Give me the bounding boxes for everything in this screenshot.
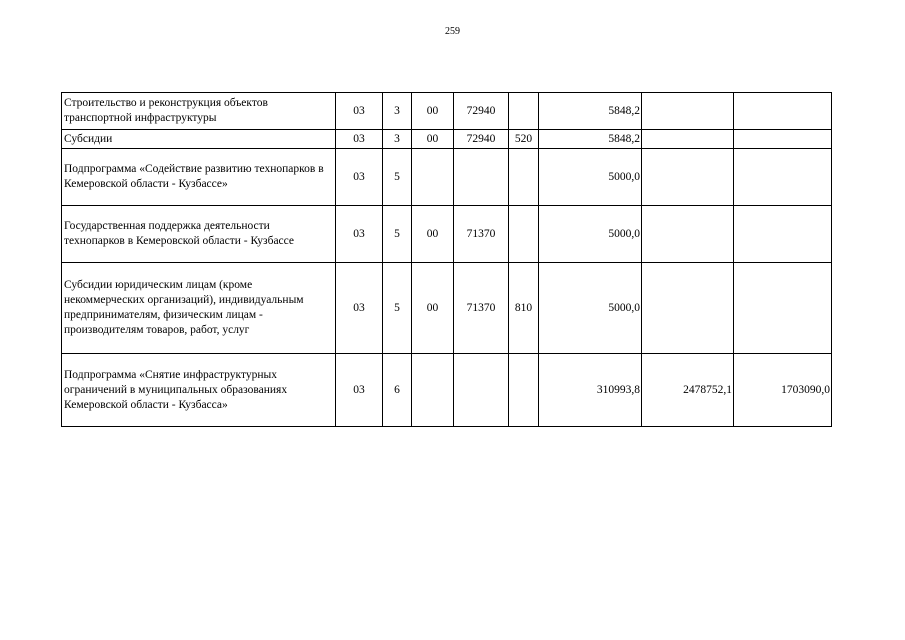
row-name: Подпрограмма «Снятие инфраструктурных ограничений в муниципальных образованиях Кемеровской области - Кузбасса» (62, 354, 336, 427)
target-article-code (454, 149, 509, 206)
amount-year-2 (642, 130, 734, 149)
amount-year-3 (734, 149, 832, 206)
budget-table (61, 92, 832, 427)
expense-type-code: 520 (509, 130, 539, 149)
subsection-code: 5 (383, 263, 412, 354)
subsection-code: 3 (383, 130, 412, 149)
section-code: 03 (336, 93, 383, 130)
target-article-prefix: 00 (412, 93, 454, 130)
amount-year-2 (642, 149, 734, 206)
amount-year-2 (642, 93, 734, 130)
row-name: Строительство и реконструкция объектов транспортной инфраструктуры (62, 93, 336, 130)
row-name: Государственная поддержка деятельности технопарков в Кемеровской области - Кузбассе (62, 206, 336, 263)
table-row (62, 263, 832, 354)
expense-type-code (509, 149, 539, 206)
amount-year-3 (734, 130, 832, 149)
expense-type-code (509, 354, 539, 427)
subsection-code: 6 (383, 354, 412, 427)
section-code: 03 (336, 149, 383, 206)
expense-type-code (509, 93, 539, 130)
table-row (62, 149, 832, 206)
table-row (62, 206, 832, 263)
table-row (62, 354, 832, 427)
amount-year-1: 5000,0 (539, 149, 642, 206)
section-code: 03 (336, 354, 383, 427)
amount-year-3: 1703090,0 (734, 354, 832, 427)
subsection-code: 5 (383, 206, 412, 263)
amount-year-3 (734, 206, 832, 263)
row-name: Подпрограмма «Содействие развитию технопарков в Кемеровской области - Кузбассе» (62, 149, 336, 206)
table-row (62, 93, 832, 130)
amount-year-1: 310993,8 (539, 354, 642, 427)
subsection-code: 5 (383, 149, 412, 206)
amount-year-1: 5848,2 (539, 93, 642, 130)
page-number: 259 (445, 26, 460, 37)
target-article-code (454, 354, 509, 427)
table-row (62, 130, 832, 149)
target-article-code: 71370 (454, 263, 509, 354)
amount-year-3 (734, 93, 832, 130)
amount-year-2 (642, 263, 734, 354)
target-article-prefix (412, 149, 454, 206)
row-name: Субсидии (62, 130, 336, 149)
amount-year-1: 5848,2 (539, 130, 642, 149)
amount-year-1: 5000,0 (539, 206, 642, 263)
amount-year-2: 2478752,1 (642, 354, 734, 427)
expense-type-code (509, 206, 539, 263)
expense-type-code: 810 (509, 263, 539, 354)
amount-year-3 (734, 263, 832, 354)
subsection-code: 3 (383, 93, 412, 130)
target-article-prefix (412, 354, 454, 427)
section-code: 03 (336, 206, 383, 263)
target-article-prefix: 00 (412, 206, 454, 263)
target-article-prefix: 00 (412, 130, 454, 149)
target-article-code: 72940 (454, 93, 509, 130)
amount-year-2 (642, 206, 734, 263)
section-code: 03 (336, 130, 383, 149)
target-article-code: 71370 (454, 206, 509, 263)
section-code: 03 (336, 263, 383, 354)
row-name: Субсидии юридическим лицам (кроме некоммерческих организаций), индивидуальным предпринимателям, физическим лицам - производителям товаров, работ, услуг (62, 263, 336, 354)
target-article-prefix: 00 (412, 263, 454, 354)
target-article-code: 72940 (454, 130, 509, 149)
amount-year-1: 5000,0 (539, 263, 642, 354)
